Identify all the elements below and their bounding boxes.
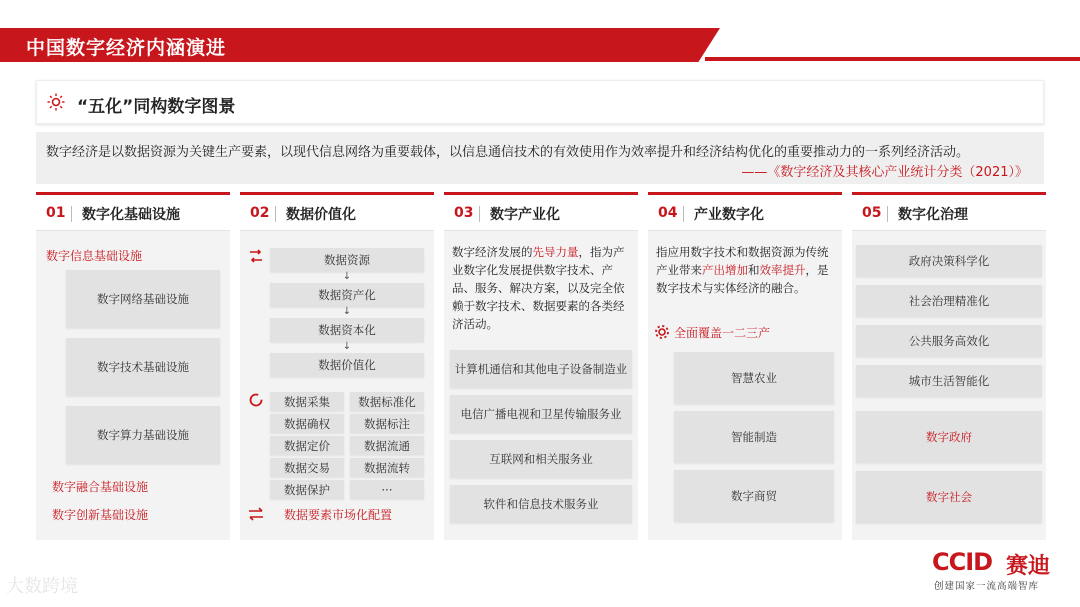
gear-icon (654, 324, 670, 340)
column-title: 数字化基础设施 (82, 207, 180, 223)
logo-text: CCID (932, 548, 993, 576)
column-digital-industrialization (444, 192, 638, 540)
column-header (852, 195, 1046, 231)
column-header (444, 195, 638, 231)
sector-box: 数字商贸 (674, 470, 834, 522)
column-digital-governance (852, 192, 1046, 540)
column-digital-infrastructure (36, 192, 230, 540)
bottom-label: 数据要素市场化配置 (284, 508, 393, 522)
flow-step: 数据价值化 (270, 353, 424, 377)
flow-arrow: ↓ (342, 271, 352, 282)
flow-arrow: ↓ (342, 341, 352, 352)
section-title-bar (36, 80, 1044, 124)
column-number: 01 (46, 205, 66, 221)
column-title: 数据价值化 (286, 207, 356, 223)
definition-source: ——《数字经济及其核心产业统计分类（2021）》 (741, 165, 1028, 180)
column-number: 04 (658, 205, 678, 221)
data-process-cell: 数据保护 (270, 480, 344, 499)
coverage-label: 全面覆盖一二三产 (674, 326, 771, 340)
column-title: 数字产业化 (490, 207, 560, 223)
logo-slogan: 创建国家一流高端智库 (934, 581, 1040, 592)
data-process-cell: 数据交易 (270, 458, 344, 477)
data-process-cell: 数据标准化 (350, 392, 424, 411)
header-accent-line (705, 57, 1080, 61)
column-data-valorization (240, 192, 434, 540)
flow-icon (248, 248, 264, 264)
flow-step: 数据资本化 (270, 318, 424, 342)
data-process-cell: 数据流通 (350, 436, 424, 455)
industry-box: 计算机通信和其他电子设备制造业 (450, 350, 632, 388)
bottom-label: 数字融合基础设施 (52, 480, 149, 494)
ccid-logo (932, 548, 1062, 592)
data-process-cell: 数据确权 (270, 414, 344, 433)
column-divider (683, 206, 684, 222)
cycle-icon (248, 392, 264, 408)
data-process-cell: ··· (350, 480, 424, 499)
definition-text: 数字经济是以数据资源为关键生产要素，以现代信息网络为重要载体，以信息通信技术的有效使用作为效率提升和经济结构优化的重要推动力的一系列经济活动。 (46, 145, 970, 160)
digital-government-box: 数字政府 (856, 411, 1042, 463)
column-divider (71, 206, 72, 222)
sun-icon (47, 93, 65, 111)
top-label: 数字信息基础设施 (46, 249, 143, 263)
industry-box: 电信广播电视和卫星传输服务业 (450, 395, 632, 433)
governance-box: 公共服务高效化 (856, 325, 1042, 357)
data-process-cell: 数据定价 (270, 436, 344, 455)
column-divider (275, 206, 276, 222)
flow-step: 数据资源 (270, 248, 424, 272)
industry-box: 软件和信息技术服务业 (450, 485, 632, 523)
column-description: 数字经济发展的先导力量，指为产业数字化发展提供数字技术、产品、服务、解决方案，以及完全依赖于数字技术、数据要素的各类经济活动。 (452, 245, 625, 331)
column-divider (479, 206, 480, 222)
flow-arrow: ↓ (342, 306, 352, 317)
column-header (240, 195, 434, 231)
data-process-cell: 数据流转 (350, 458, 424, 477)
column-header (36, 195, 230, 231)
flow-step: 数据资产化 (270, 283, 424, 307)
column-header (648, 195, 842, 231)
logo-chinese: 赛迪 (1006, 554, 1051, 579)
sector-box: 智慧农业 (674, 352, 834, 404)
column-title: 产业数字化 (694, 207, 764, 223)
column-number: 03 (454, 205, 474, 221)
exchange-arrows-icon (248, 506, 264, 522)
bottom-label: 数字创新基础设施 (52, 508, 149, 522)
governance-box: 社会治理精准化 (856, 285, 1042, 317)
infra-box: 数字技术基础设施 (66, 338, 220, 396)
watermark: 大数跨境 (6, 576, 78, 597)
column-description: 指应用数字技术和数据资源为传统产业带来产出增加和效率提升，是数字技术与实体经济的融合。 (656, 245, 829, 295)
industry-box: 互联网和相关服务业 (450, 440, 632, 478)
infra-box: 数字算力基础设施 (66, 406, 220, 464)
column-number: 05 (862, 205, 882, 221)
data-process-cell: 数据标注 (350, 414, 424, 433)
governance-box: 城市生活智能化 (856, 365, 1042, 397)
infra-box: 数字网络基础设施 (66, 270, 220, 328)
header-band (0, 28, 1080, 62)
column-divider (887, 206, 888, 222)
section-title: “五化”同构数字图景 (77, 97, 236, 117)
digital-society-box: 数字社会 (856, 471, 1042, 523)
column-number: 02 (250, 205, 270, 221)
page-title: 中国数字经济内涵演进 (26, 37, 227, 59)
column-industrial-digitalization (648, 192, 842, 540)
governance-box: 政府决策科学化 (856, 245, 1042, 277)
data-process-cell: 数据采集 (270, 392, 344, 411)
definition-panel (36, 132, 1044, 184)
column-title: 数字化治理 (898, 207, 968, 223)
sector-box: 智能制造 (674, 411, 834, 463)
